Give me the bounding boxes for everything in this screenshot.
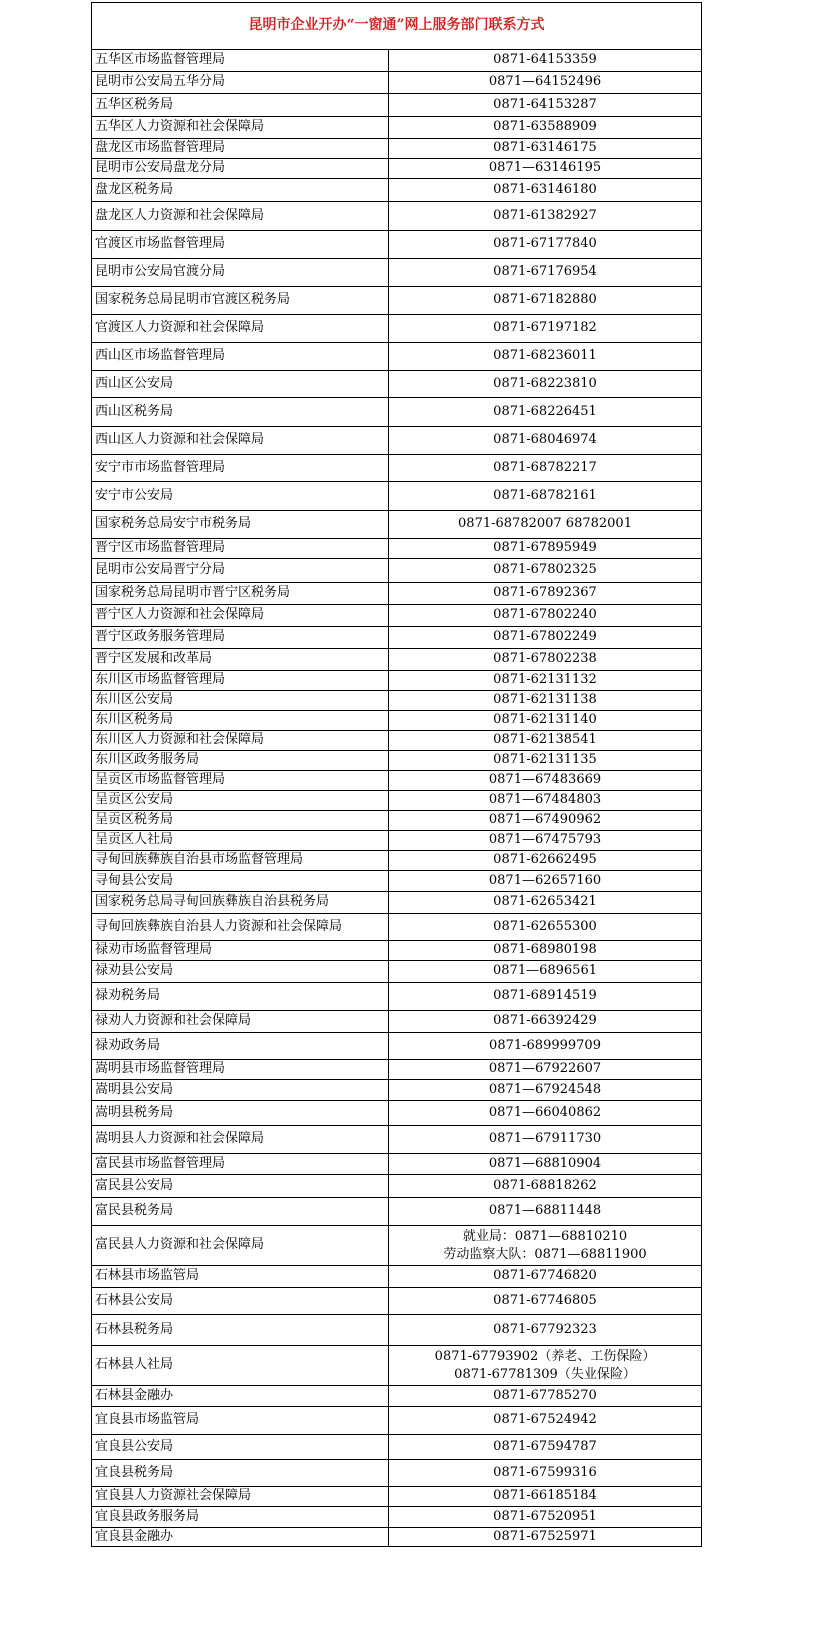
- phone-cell: 0871-62131132: [389, 671, 702, 691]
- phone-cell: 0871-67177840: [389, 231, 702, 259]
- table-row: [92, 539, 702, 559]
- table-row: [92, 1528, 702, 1547]
- phone-cell: 0871—68810904: [389, 1154, 702, 1175]
- department-name-cell: 昆明市公安局五华分局: [92, 72, 389, 94]
- contact-table: [91, 2, 702, 1547]
- department-name-cell: 官渡区人力资源和社会保障局: [92, 315, 389, 343]
- phone-cell: 0871-68782161: [389, 482, 702, 511]
- phone-cell: 0871-67802325: [389, 559, 702, 583]
- phone-cell: 0871-68223810: [389, 371, 702, 398]
- table-row: [92, 914, 702, 941]
- table-row: [92, 711, 702, 731]
- phone-cell: 0871—67911730: [389, 1126, 702, 1154]
- table-row: [92, 1435, 702, 1460]
- department-name-cell: 昆明市公安局官渡分局: [92, 259, 389, 287]
- department-name-cell: 嵩明县税务局: [92, 1101, 389, 1126]
- table-title: 昆明市企业开办“一窗通”网上服务部门联系方式: [92, 3, 702, 50]
- table-row: [92, 871, 702, 892]
- phone-cell: 0871-68236011: [389, 343, 702, 371]
- table-row: [92, 202, 702, 231]
- department-name-cell: 官渡区市场监督管理局: [92, 231, 389, 259]
- department-name-cell: 东川区市场监督管理局: [92, 671, 389, 691]
- phone-cell: 0871—6896561: [389, 961, 702, 983]
- phone-cell: 0871—63146195: [389, 159, 702, 179]
- department-name-cell: 宜良县金融办: [92, 1528, 389, 1547]
- department-name-cell: 国家税务总局寻甸回族彝族自治县税务局: [92, 892, 389, 914]
- table-row: [92, 50, 702, 72]
- department-name-cell: 安宁市公安局: [92, 482, 389, 511]
- department-name-cell: 晋宁区人力资源和社会保障局: [92, 605, 389, 627]
- department-name-cell: 昆明市公安局晋宁分局: [92, 559, 389, 583]
- department-name-cell: 西山区公安局: [92, 371, 389, 398]
- phone-cell: 0871—64152496: [389, 72, 702, 94]
- department-name-cell: 禄劝人力资源和社会保障局: [92, 1011, 389, 1033]
- department-name-cell: 盘龙区税务局: [92, 179, 389, 202]
- table-row: [92, 1386, 702, 1407]
- department-name-cell: 呈贡区税务局: [92, 811, 389, 831]
- phone-line: 0871-67781309（失业保险）: [454, 1366, 636, 1382]
- table-row: [92, 1315, 702, 1346]
- phone-cell: 0871-68914519: [389, 983, 702, 1011]
- table-row: [92, 1011, 702, 1033]
- table-row: [92, 315, 702, 343]
- table-row: [92, 159, 702, 179]
- phone-cell: 0871-62662495: [389, 851, 702, 871]
- table-row: [92, 605, 702, 627]
- table-row: [92, 961, 702, 983]
- phone-cell: 0871-67892367: [389, 583, 702, 605]
- department-name-cell: 嵩明县人力资源和社会保障局: [92, 1126, 389, 1154]
- phone-cell: 0871—67483669: [389, 771, 702, 791]
- table-row: [92, 731, 702, 751]
- department-name-cell: 富民县人力资源和社会保障局: [92, 1226, 389, 1266]
- phone-cell: 0871-62131140: [389, 711, 702, 731]
- phone-cell: 0871-67792323: [389, 1315, 702, 1346]
- table-row: [92, 771, 702, 791]
- phone-cell: 0871-63588909: [389, 117, 702, 139]
- phone-cell: 0871—67922607: [389, 1060, 702, 1080]
- table-row: [92, 1080, 702, 1101]
- phone-cell: 0871-67524942: [389, 1407, 702, 1435]
- department-name-cell: 晋宁区市场监督管理局: [92, 539, 389, 559]
- department-name-cell: 宜良县税务局: [92, 1460, 389, 1487]
- phone-cell: [389, 1346, 702, 1386]
- title-row: [92, 3, 702, 50]
- table-row: [92, 259, 702, 287]
- department-name-cell: 昆明市公安局盘龙分局: [92, 159, 389, 179]
- department-name-cell: 禄劝市场监督管理局: [92, 941, 389, 961]
- table-row: [92, 983, 702, 1011]
- table-row: [92, 751, 702, 771]
- phone-cell: 0871-689999709: [389, 1033, 702, 1060]
- department-name-cell: 盘龙区人力资源和社会保障局: [92, 202, 389, 231]
- phone-cell: 0871-62655300: [389, 914, 702, 941]
- phone-cell: 0871-67746820: [389, 1266, 702, 1288]
- department-name-cell: 石林县金融办: [92, 1386, 389, 1407]
- table-row: [92, 851, 702, 871]
- department-name-cell: 东川区政务服务局: [92, 751, 389, 771]
- phone-line: 就业局：0871—68810210: [462, 1228, 628, 1244]
- phone-cell: 0871-68226451: [389, 398, 702, 427]
- table-row: [92, 831, 702, 851]
- department-name-cell: 晋宁区发展和改革局: [92, 649, 389, 671]
- department-name-cell: 西山区人力资源和社会保障局: [92, 427, 389, 455]
- department-name-cell: 石林县人社局: [92, 1346, 389, 1386]
- phone-cell: 0871-67802240: [389, 605, 702, 627]
- department-name-cell: 寻甸回族彝族自治县人力资源和社会保障局: [92, 914, 389, 941]
- table-row: [92, 1507, 702, 1528]
- department-name-cell: 西山区市场监督管理局: [92, 343, 389, 371]
- table-row: [92, 649, 702, 671]
- department-name-cell: 东川区人力资源和社会保障局: [92, 731, 389, 751]
- department-name-cell: 宜良县公安局: [92, 1435, 389, 1460]
- table-row: [92, 398, 702, 427]
- phone-cell: 0871—67924548: [389, 1080, 702, 1101]
- department-name-cell: 呈贡区公安局: [92, 791, 389, 811]
- department-name-cell: 晋宁区政务服务管理局: [92, 627, 389, 649]
- department-name-cell: 安宁市市场监督管理局: [92, 455, 389, 482]
- phone-cell: 0871—62657160: [389, 871, 702, 892]
- table-row: [92, 482, 702, 511]
- phone-cell: 0871-62131135: [389, 751, 702, 771]
- phone-cell: 0871—67475793: [389, 831, 702, 851]
- table-row: [92, 892, 702, 914]
- table-row: [92, 1487, 702, 1507]
- table-row: [92, 287, 702, 315]
- department-name-cell: 宜良县人力资源社会保障局: [92, 1487, 389, 1507]
- phone-cell: [389, 1226, 702, 1266]
- phone-cell: 0871-67197182: [389, 315, 702, 343]
- phone-cell: 0871-68818262: [389, 1175, 702, 1198]
- table-row: [92, 1407, 702, 1435]
- phone-cell: 0871-64153359: [389, 50, 702, 72]
- phone-cell: 0871-68782217: [389, 455, 702, 482]
- table-row: [92, 1033, 702, 1060]
- phone-cell: 0871-62653421: [389, 892, 702, 914]
- table-row: [92, 1154, 702, 1175]
- phone-cell: 0871-68046974: [389, 427, 702, 455]
- table-row: [92, 1460, 702, 1487]
- table-row: [92, 371, 702, 398]
- table-row: [92, 427, 702, 455]
- phone-line: 劳动监察大队：0871—68811900: [443, 1246, 647, 1262]
- table-row: [92, 1266, 702, 1288]
- department-name-cell: 富民县税务局: [92, 1198, 389, 1226]
- phone-cell: 0871-67182880: [389, 287, 702, 315]
- table-row: [92, 179, 702, 202]
- phone-cell: 0871-67594787: [389, 1435, 702, 1460]
- phone-cell: 0871-67895949: [389, 539, 702, 559]
- department-name-cell: 呈贡区人社局: [92, 831, 389, 851]
- department-name-cell: 石林县公安局: [92, 1288, 389, 1315]
- department-name-cell: 寻甸回族彝族自治县市场监督管理局: [92, 851, 389, 871]
- department-name-cell: 五华区人力资源和社会保障局: [92, 117, 389, 139]
- department-name-cell: 寻甸县公安局: [92, 871, 389, 892]
- table-row: [92, 343, 702, 371]
- department-name-cell: 宜良县政务服务局: [92, 1507, 389, 1528]
- table-row: [92, 1101, 702, 1126]
- table-row: [92, 1060, 702, 1080]
- table-row: [92, 791, 702, 811]
- phone-cell: 0871—66040862: [389, 1101, 702, 1126]
- phone-cell: 0871-62131138: [389, 691, 702, 711]
- phone-cell: 0871-67802238: [389, 649, 702, 671]
- table-row: [92, 941, 702, 961]
- table-row: [92, 72, 702, 94]
- phone-cell: 0871-63146180: [389, 179, 702, 202]
- table-row: [92, 1126, 702, 1154]
- department-name-cell: 国家税务总局昆明市晋宁区税务局: [92, 583, 389, 605]
- phone-cell: 0871—67484803: [389, 791, 702, 811]
- table-row: [92, 1198, 702, 1226]
- department-name-cell: 五华区市场监督管理局: [92, 50, 389, 72]
- department-name-cell: 西山区税务局: [92, 398, 389, 427]
- table-row: [92, 583, 702, 605]
- table-row: [92, 1346, 702, 1386]
- phone-cell: 0871—67490962: [389, 811, 702, 831]
- table-row: [92, 671, 702, 691]
- phone-cell: 0871-67599316: [389, 1460, 702, 1487]
- phone-cell: 0871-67785270: [389, 1386, 702, 1407]
- table-row: [92, 811, 702, 831]
- table-row: [92, 1288, 702, 1315]
- department-name-cell: 石林县税务局: [92, 1315, 389, 1346]
- department-name-cell: 盘龙区市场监督管理局: [92, 139, 389, 159]
- table-row: [92, 231, 702, 259]
- department-name-cell: 东川区税务局: [92, 711, 389, 731]
- table-row: [92, 511, 702, 539]
- phone-cell: 0871-66185184: [389, 1487, 702, 1507]
- phone-cell: 0871-66392429: [389, 1011, 702, 1033]
- department-name-cell: 国家税务总局安宁市税务局: [92, 511, 389, 539]
- department-name-cell: 呈贡区市场监督管理局: [92, 771, 389, 791]
- department-name-cell: 富民县市场监督管理局: [92, 1154, 389, 1175]
- phone-cell: 0871—68811448: [389, 1198, 702, 1226]
- table-row: [92, 455, 702, 482]
- table-row: [92, 139, 702, 159]
- department-name-cell: 禄劝税务局: [92, 983, 389, 1011]
- department-name-cell: 东川区公安局: [92, 691, 389, 711]
- department-name-cell: 五华区税务局: [92, 94, 389, 117]
- table-row: [92, 117, 702, 139]
- department-name-cell: 富民县公安局: [92, 1175, 389, 1198]
- table-row: [92, 559, 702, 583]
- phone-cell: 0871-68980198: [389, 941, 702, 961]
- phone-cell: 0871-67520951: [389, 1507, 702, 1528]
- table-row: [92, 1226, 702, 1266]
- department-name-cell: 禄劝县公安局: [92, 961, 389, 983]
- phone-cell: 0871-68782007 68782001: [389, 511, 702, 539]
- phone-line: 0871-67793902（养老、工伤保险）: [434, 1348, 656, 1364]
- phone-cell: 0871-67525971: [389, 1528, 702, 1547]
- phone-cell: 0871-61382927: [389, 202, 702, 231]
- phone-cell: 0871-64153287: [389, 94, 702, 117]
- department-name-cell: 宜良县市场监管局: [92, 1407, 389, 1435]
- table-row: [92, 691, 702, 711]
- department-name-cell: 国家税务总局昆明市官渡区税务局: [92, 287, 389, 315]
- department-name-cell: 嵩明县市场监督管理局: [92, 1060, 389, 1080]
- department-name-cell: 石林县市场监管局: [92, 1266, 389, 1288]
- table-row: [92, 627, 702, 649]
- phone-cell: 0871-63146175: [389, 139, 702, 159]
- table-row: [92, 1175, 702, 1198]
- phone-cell: 0871-67176954: [389, 259, 702, 287]
- department-name-cell: 嵩明县公安局: [92, 1080, 389, 1101]
- phone-cell: 0871-67802249: [389, 627, 702, 649]
- table-row: [92, 94, 702, 117]
- phone-cell: 0871-62138541: [389, 731, 702, 751]
- phone-cell: 0871-67746805: [389, 1288, 702, 1315]
- department-name-cell: 禄劝政务局: [92, 1033, 389, 1060]
